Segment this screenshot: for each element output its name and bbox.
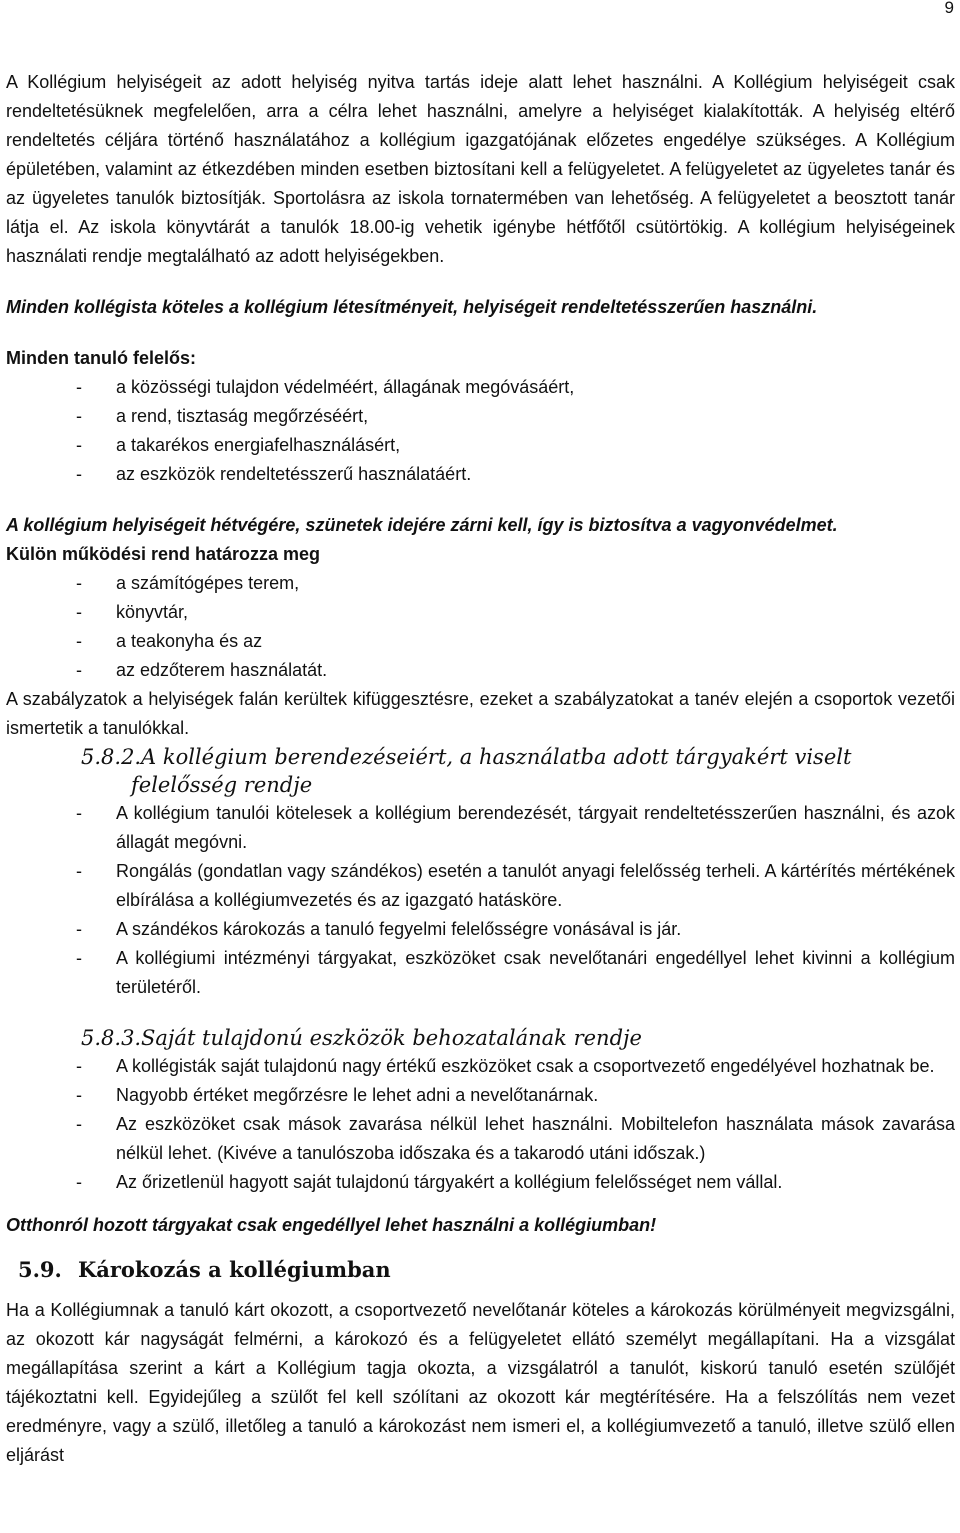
closing-statement: A kollégium helyiségeit hétvégére, szünetek idejére zárni kell, így is biztosítva a vagyonvédelmet. <box>6 515 838 535</box>
section-number: 5.8.2. <box>81 745 142 769</box>
list-item: - a teakonyha és az <box>6 627 955 656</box>
list-item: - a rend, tisztaság megőrzéséért, <box>6 402 955 431</box>
section-5-8-2-list <box>6 799 955 1002</box>
separate-rules-list <box>6 569 955 685</box>
list-item: - Nagyobb értéket megőrzésre le lehet adni a nevelőtanárnak. <box>6 1081 955 1110</box>
section-title: A kollégium berendezéseiért, a használatba adott tárgyakért viselt felelősség rendje <box>131 745 852 797</box>
list-item: - A kollégisták saját tulajdonú nagy értékű eszközöket csak a csoportvezető engedélyével hozhatnak be. <box>6 1052 955 1081</box>
list-item: - Az eszközöket csak mások zavarása nélkül lehet használni. Mobiltelefon használata mások zavarása nélkül lehet. (Kivéve a tanulószoba időszaka és a takarodó utáni időszak.) <box>6 1110 955 1168</box>
list-item: - a közösségi tulajdon védelméért, állagának megóvásáért, <box>6 373 955 402</box>
section-title: Károkozás a kollégiumban <box>78 1257 391 1282</box>
responsibility-heading: Minden tanuló felelős: <box>6 348 197 368</box>
list-item: - az edzőterem használatát. <box>6 656 955 685</box>
section-heading-5-8-3 <box>6 1024 955 1052</box>
list-item: - a takarékos energiafelhasználásért, <box>6 431 955 460</box>
list-item: - Az őrizetlenül hagyott saját tulajdonú tárgyakért a kollégium felelősséget nem vállal. <box>6 1168 955 1197</box>
list-item: - A szándékos károkozás a tanuló fegyelmi felelősségre vonásával is jár. <box>6 915 955 944</box>
list-item: - könyvtár, <box>6 598 955 627</box>
responsibility-list <box>6 373 955 489</box>
section-title: Saját tulajdonú eszközök behozatalának rendje <box>141 1026 642 1050</box>
section-heading-5-9 <box>6 1254 955 1286</box>
separate-rules-heading: Külön működési rend határozza meg <box>6 544 321 564</box>
section-number: 5.9. <box>18 1257 62 1282</box>
home-items-statement: Otthonról hozott tárgyakat csak engedéllyel lehet használni a kollégiumban! <box>6 1215 657 1235</box>
intro-paragraph: A Kollégium helyiségeit az adott helyiség nyitva tartás ideje alatt lehet használni. A Kollégium helyiségeit csak rendeltetésüknek megfelelően, arra a célra lehet használni, amelyre a helyiséget kialakították. A helyiség eltérő rendeltetés céljára történő használatához a kollégium igazgatójának előzetes engedélye szükséges. A Kollégium épületében, valamint az étkezdében minden esetben biztosítani kell a felügyeletet. A felügyeletet az ügyeletes tanár és az ügyeletes tanulók biztosítják. Sportolásra az iskola tornatermében van lehetőség. A felügyeletet a beosztott tanár látja el. Az iskola könyvtárát a tanulók 18.00-ig vehetik igénybe hétfőtől csütörtökig. A kollégium helyiségeinek használati rendje megtalálható az adott helyiségekben. <box>6 72 955 266</box>
list-item: - A kollégiumi intézményi tárgyakat, eszközöket csak nevelőtanári engedéllyel lehet kivinni a kollégium területéről. <box>6 944 955 1002</box>
damage-paragraph: Ha a Kollégiumnak a tanuló kárt okozott, a csoportvezető nevelőtanár köteles a károkozás körülményeit megvizsgálni, az okozott kár nagyságát felmérni, a károkozó és a felügyeletet ellátó személyt megállapítani. Ha a vizsgálat megállapítása szerint a kárt a Kollégium tagja okozta, a vizsgálatról a tanulót, kiskorú tanuló esetén szülőjét tájékoztatni kell. Egyidejűleg a szülőt fel kell szólítani az okozott kár megtérítésére. Ha a felszólítás nem vezet eredményre, vagy a szülő, illetőleg a tanuló a károkozást nem ismeri el, a kollégiumvezető a tanuló, illetve szülő ellen eljárást <box>6 1300 955 1465</box>
section-5-8-3-list <box>6 1052 955 1197</box>
document-body <box>6 68 955 1470</box>
page-number: 9 <box>944 0 954 17</box>
list-item: - a számítógépes terem, <box>6 569 955 598</box>
section-number: 5.8.3. <box>81 1026 142 1050</box>
usage-obligation-statement: Minden kollégista köteles a kollégium létesítményeit, helyiségeit rendeltetésszerűen használni. <box>6 297 818 317</box>
list-item: - A kollégium tanulói kötelesek a kollégium berendezését, tárgyait rendeltetésszerűen használni, és azok állagát megóvni. <box>6 799 955 857</box>
regulations-paragraph: A szabályzatok a helyiségek falán kerültek kifüggesztésre, ezeket a szabályzatokat a tanév elején a csoportok vezetői ismertetik a tanulókkal. <box>6 689 955 738</box>
list-item: - Rongálás (gondatlan vagy szándékos) esetén a tanulót anyagi felelősség terheli. A kártérítés mértékének elbírálása a kollégiumvezetés és az igazgató hatásköre. <box>6 857 955 915</box>
section-heading-5-8-2 <box>6 743 955 799</box>
list-item: - az eszközök rendeltetésszerű használatáért. <box>6 460 955 489</box>
